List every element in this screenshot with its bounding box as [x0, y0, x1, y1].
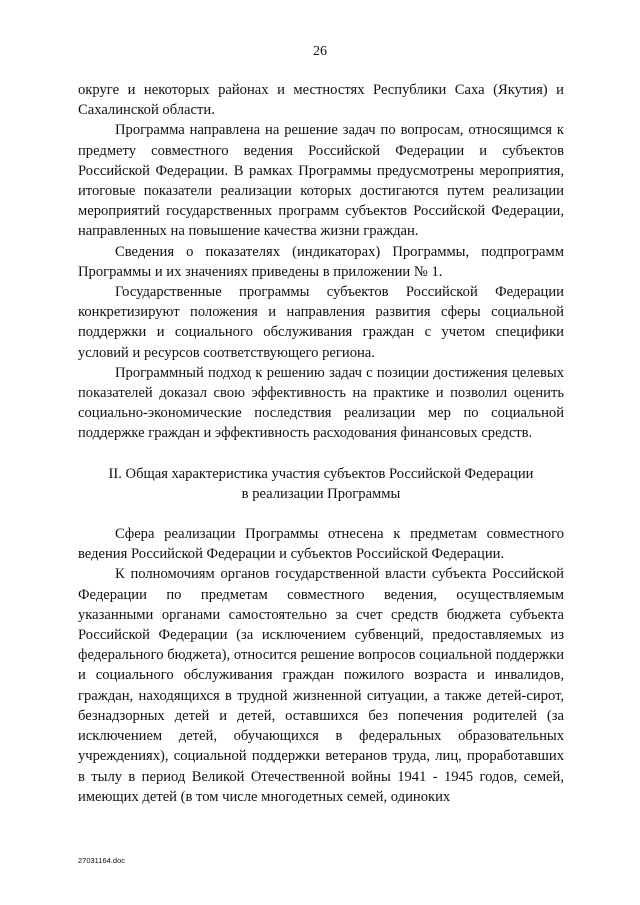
page-number: 26: [313, 44, 327, 59]
document-body: [78, 80, 564, 807]
paragraph: Программный подход к решению задач с позиции достижения целевых показателей доказал свою эффективность на практике и позволил оценить социально-экономические последствия реализации мер по социальной поддержке граждан и эффективность расходования финансовых средств.: [78, 364, 564, 442]
paragraph: Государственные программы субъектов Российской Федерации конкретизируют положения и направления развития сферы социальной поддержки и социального обслуживания граждан с учетом специфики условий и ресурсов соответствующего региона.: [78, 284, 564, 361]
footer-filename: 27031164.doc: [78, 856, 125, 865]
paragraph: Сфера реализации Программы отнесена к предметам совместного ведения Российской Федерации и субъектов Российской Федерации.: [78, 526, 564, 563]
section-heading-line-1: II. Общая характеристика участия субъектов Российской Федерации: [108, 465, 534, 482]
paragraph: Программа направлена на решение задач по вопросам, относящимся к предмету совместного ведения Российской Федерации и субъектов Российской Федерации. В рамках Программы предусмотрены мероприятия, итоговые показатели реализации которых достигаются путем реализации мероприятий государственных программ субъектов Российской Федерации, направленных на повышение качества жизни граждан.: [78, 122, 564, 240]
section-heading: [78, 464, 564, 504]
paragraph: К полномочиям органов государственной власти субъекта Российской Федерации по предметам совместного ведения, осуществляемым указанными органами самостоятельно за счет средств бюджета субъекта Российской Федерации (за исключением субвенций, предоставляемых из федерального бюджета), относится решение вопросов социальной поддержки и социального обслуживания граждан пожилого возраста и инвалидов, граждан, находящихся в трудной жизненной ситуации, а также детей-сирот, безнадзорных детей и детей, оставшихся без попечения родителей (за исключением детей, обучающихся в федеральных образовательных учреждениях), социальной поддержки ветеранов труда, лиц, проработавших в тылу в период Великой Отечественной войны 1941 - 1945 годов, семей, имеющих детей (в том числе многодетных семей, одиноких: [78, 566, 564, 805]
paragraph-continuation: округе и некоторых районах и местностях Республики Саха (Якутия) и Сахалинской области.: [78, 82, 564, 119]
section-heading-line-2: в реализации Программы: [241, 485, 401, 502]
paragraph: Сведения о показателях (индикаторах) Программы, подпрограмм Программы и их значениях приведены в приложении № 1.: [78, 243, 564, 280]
